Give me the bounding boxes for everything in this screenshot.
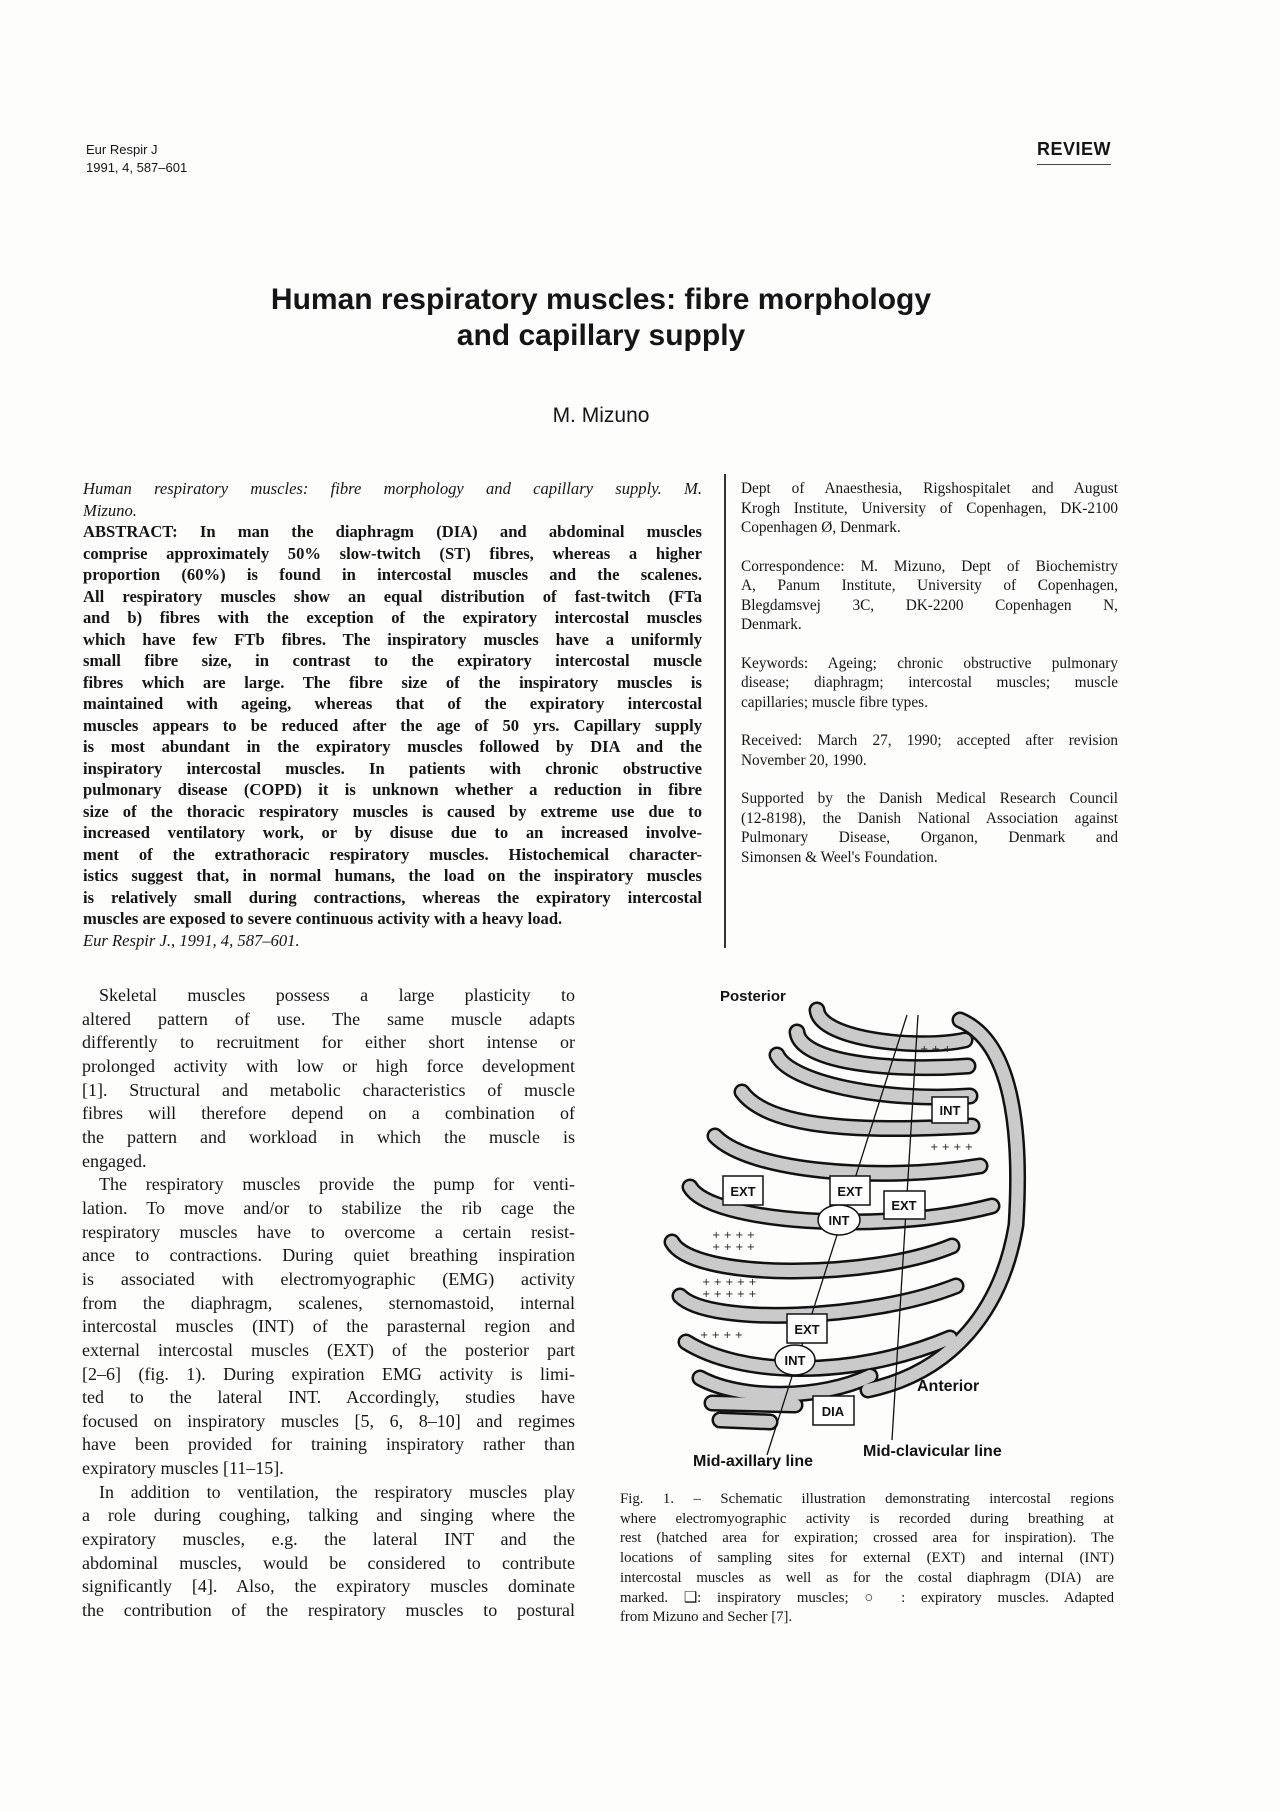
text-line: istics suggest that, in normal humans, the load on the inspiratory muscles [83, 866, 702, 885]
svg-text:EXT: EXT [730, 1184, 756, 1199]
section-label: REVIEW [1037, 139, 1111, 165]
text-line: muscles appears to be reduced after the age of 50 yrs. Capillary supply [83, 715, 702, 735]
svg-text:+ + + +: + + + + [712, 1242, 756, 1253]
note-funding [741, 789, 1118, 867]
ext-site-box [787, 1314, 827, 1343]
article-notes [741, 479, 1118, 886]
svg-text:+ + + +: + + + + [712, 1230, 756, 1241]
author: M. Mizuno [552, 404, 650, 427]
svg-text:EXT: EXT [837, 1184, 863, 1199]
text-line: Supported by the Danish Medical Research Council [741, 790, 1118, 807]
anterior-label: Anterior [917, 1378, 980, 1395]
text-line: Human respiratory muscles: fibre morphology and capillary supply. M. [83, 479, 702, 498]
note-keywords [741, 654, 1118, 713]
text-line: Denmark. [741, 616, 802, 633]
text-line: fibres will therefore depend on a combination of [82, 1103, 575, 1124]
text-line: differently to recruitment for either short intense or [82, 1032, 575, 1053]
text-line: rest (hatched area for expiration; crossed area for inspiration). The [620, 1530, 1114, 1547]
text-line: Simonsen & Weel's Foundation. [741, 848, 938, 866]
text-line: In addition to ventilation, the respiratory muscles play [99, 1481, 575, 1502]
ext-site-box [723, 1176, 763, 1205]
svg-text:+ + + + +: + + + + + [702, 1277, 757, 1288]
text-line: Correspondence: M. Mizuno, Dept of Biochemistry [741, 557, 1118, 575]
text-line: ted to the lateral INT. Accordingly, studies have [82, 1387, 575, 1408]
body-text [82, 984, 575, 1623]
journal-header [86, 141, 187, 177]
dia-site-box [813, 1396, 854, 1425]
text-line: (12-8198), the Danish National Association against [741, 809, 1118, 827]
text-line: size of the thoracic respiratory muscles is caused by extreme use due to [83, 801, 702, 821]
title-line: Human respiratory muscles: fibre morphology [270, 283, 932, 316]
ext-site-box [830, 1176, 870, 1205]
text-line: Fig. 1. – Schematic illustration demonstrating intercostal regions [620, 1491, 1114, 1507]
note-correspondence [741, 557, 1118, 635]
svg-text:DIA: DIA [821, 1404, 845, 1419]
int-site-ellipse [818, 1205, 860, 1235]
text-line: from the diaphragm, scalenes, sternomastoid, internal [82, 1292, 575, 1313]
text-line: altered pattern of use. The same muscle adapts [82, 1008, 575, 1029]
text-line: which have few FTb fibres. The inspiratory muscles have a uniformly [83, 629, 702, 649]
text-line: is most abundant in the expiratory muscles followed by DIA and the [83, 737, 702, 756]
svg-text:EXT: EXT [891, 1198, 917, 1213]
text-line: Mizuno. [83, 500, 137, 520]
text-line: Received: March 27, 1990; accepted after revision [741, 732, 1118, 749]
mid-clavicular-label: Mid-clavicular line [863, 1443, 1002, 1460]
text-line: expiratory muscles [11–15]. [82, 1458, 284, 1479]
text-line: intercostal muscles as well as for the costal diaphragm (DIA) are [620, 1569, 1114, 1586]
text-line: Pulmonary Disease, Organon, Denmark and [741, 829, 1118, 846]
posterior-label: Posterior [720, 988, 786, 1005]
text-line: increased ventilatory work, or by disuse due to an increased involve- [83, 823, 702, 842]
text-line: Copenhagen Ø, Denmark. [741, 519, 901, 536]
text-line: Blegdamsvej 3C, DK-2200 Copenhagen N, [741, 596, 1118, 614]
svg-text:+ + + +: + + + + [700, 1330, 744, 1341]
text-line: engaged. [82, 1150, 147, 1171]
text-line: external intercostal muscles (EXT) of the posterior part [82, 1339, 575, 1360]
text-line: significantly [4]. Also, the expiratory muscles dominate [82, 1576, 575, 1597]
paragraph [82, 1173, 575, 1481]
text-line: expiratory muscles, e.g. the lateral INT and the [82, 1529, 575, 1550]
article-title [0, 282, 1202, 354]
text-line: maintained with ageing, whereas that of the expiratory intercostal [83, 694, 702, 713]
text-line: capillaries; muscle fibre types. [741, 693, 928, 711]
svg-text:+ + + + +: + + + + + [702, 1289, 757, 1300]
text-line: inspiratory intercostal muscles. In patients with chronic obstructive [83, 758, 702, 778]
text-line: a role during coughing, talking and singing where the [82, 1505, 575, 1526]
text-line: respiratory muscles have to overcome a certain resist- [82, 1221, 575, 1242]
mid-axillary-label: Mid-axillary line [693, 1453, 814, 1470]
text-line: lation. To move and/or to stabilize the rib cage the [82, 1197, 575, 1218]
text-line: locations of sampling sites for external (EXT) and internal (INT) [620, 1550, 1114, 1567]
text-line: prolonged activity with low or high force development [82, 1055, 575, 1076]
text-line: Eur Respir J., 1991, 4, 587–601. [83, 930, 300, 950]
svg-text:INT: INT [784, 1353, 806, 1368]
text-line: Dept of Anaesthesia, Rigshospitalet and August [741, 480, 1118, 497]
text-line: [1]. Structural and metabolic characteristics of muscle [82, 1079, 575, 1100]
text-line: abdominal muscles, would be considered to contribute [82, 1552, 575, 1573]
text-line: marked. ❑: inspiratory muscles; ○ : expiratory muscles. Adapted [620, 1589, 1114, 1606]
ext-site-box [884, 1191, 925, 1219]
text-line: have been provided for training inspiratory rather than [82, 1434, 575, 1455]
text-line: where electromyographic activity is recorded during breathing at [620, 1510, 1114, 1527]
text-line: is relatively small during contractions, whereas the expiratory intercostal [83, 887, 702, 907]
title-line: and capillary supply [456, 319, 746, 352]
text-line: pulmonary disease (COPD) it is unknown whether a reduction in fibre [83, 780, 702, 799]
text-line: ment of the extrathoracic respiratory muscles. Histochemical character- [83, 844, 702, 864]
svg-text:EXT: EXT [794, 1322, 820, 1337]
text-line: A, Panum Institute, University of Copenhagen, [741, 577, 1118, 594]
text-line: Skeletal muscles possess a large plasticity to [99, 985, 575, 1005]
int-site-box [932, 1097, 968, 1123]
text-line: focused on inspiratory muscles [5, 6, 8–10] and regimes [82, 1410, 575, 1431]
svg-text:+ + +: + + + [920, 1044, 952, 1055]
text-line: small fibre size, in contrast to the expiratory intercostal muscle [83, 651, 702, 670]
paragraph [82, 1481, 575, 1623]
text-line: the contribution of the respiratory muscles to postural [82, 1600, 575, 1621]
journal-name: Eur Respir J [86, 142, 158, 157]
text-line: Krogh Institute, University of Copenhagen, DK-2100 [741, 499, 1118, 517]
svg-text:INT: INT [828, 1213, 850, 1228]
text-line: muscles are exposed to severe continuous activity with a heavy load. [83, 909, 563, 928]
text-line: proportion (60%) is found in intercostal muscles and the scalenes. [83, 565, 702, 584]
figure-caption [620, 1490, 1114, 1628]
note-affiliation [741, 479, 1118, 538]
text-line: intercostal muscles (INT) of the parasternal region and [82, 1316, 575, 1337]
text-line: the pattern and workload in which the muscle is [82, 1126, 575, 1147]
paragraph [82, 984, 575, 1173]
text-line: from Mizuno and Secher [7]. [620, 1609, 793, 1626]
column-divider [724, 474, 726, 948]
journal-citation: 1991, 4, 587–601 [86, 160, 188, 175]
text-line: [2–6] (fig. 1). During expiration EMG activity is limi- [82, 1363, 575, 1384]
text-line: Keywords: Ageing; chronic obstructive pulmonary [741, 654, 1118, 672]
svg-text:INT: INT [939, 1103, 961, 1118]
text-line: disease; diaphragm; intercostal muscles; muscle [741, 674, 1118, 691]
text-line: November 20, 1990. [741, 751, 867, 769]
svg-text:+ + + +: + + + + [930, 1142, 974, 1153]
text-line: comprise approximately 50% slow-twitch (ST) fibres, whereas a higher [83, 543, 702, 563]
int-site-ellipse [775, 1345, 815, 1375]
text-line: and b) fibres with the exception of the expiratory intercostal muscles [83, 608, 702, 627]
abstract [83, 478, 702, 951]
text-line: ance to contractions. During quiet breathing inspiration [82, 1245, 575, 1266]
text-line: ABSTRACT: In man the diaphragm (DIA) and abdominal muscles [83, 522, 702, 541]
text-line: The respiratory muscles provide the pump for venti- [99, 1174, 575, 1195]
text-line: is associated with electromyographic (EMG) activity [82, 1268, 575, 1289]
note-received [741, 731, 1118, 770]
text-line: fibres which are large. The fibre size of the inspiratory muscles is [83, 672, 702, 692]
text-line: All respiratory muscles show an equal distribution of fast-twitch (FTa [83, 586, 702, 606]
figure-rib-cage [620, 980, 1140, 1500]
